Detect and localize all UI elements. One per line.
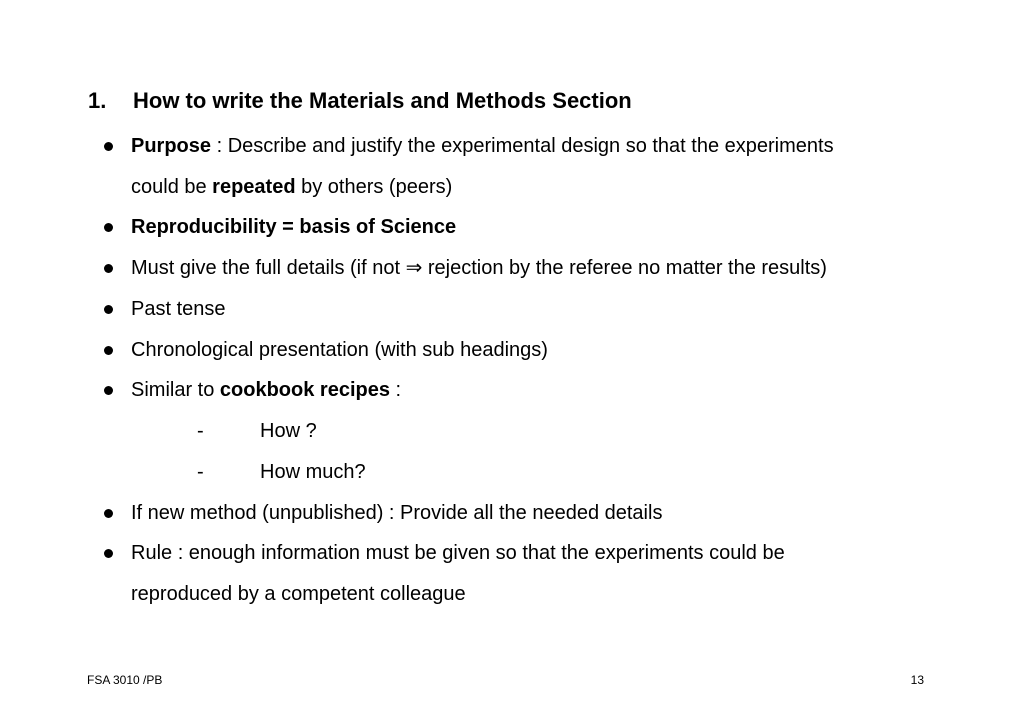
heading-title: How to write the Materials and Methods Section: [133, 88, 632, 113]
bullet-chronological: Chronological presentation (with sub headings): [131, 339, 548, 361]
bullet-dot: [104, 509, 113, 518]
bullet-rule-line1: Rule : enough information must be given so that the experiments could be: [131, 542, 785, 564]
bullet-dot: [104, 305, 113, 314]
bullet-tense: Past tense: [131, 298, 226, 320]
bullet-dot: [104, 386, 113, 395]
sub-item-how-much: How much?: [260, 461, 366, 483]
similar-bold: cookbook recipes: [219, 379, 390, 401]
sub-item-dash: -: [197, 420, 204, 442]
sub-item-how: How ?: [260, 420, 317, 442]
bullet-new-method: If new method (unpublished) : Provide all the needed details: [131, 502, 663, 524]
footer-page-number: 13: [910, 673, 924, 687]
bullet-purpose-line2: [131, 175, 452, 199]
sub-item-dash: -: [197, 461, 204, 483]
footer-course-code: FSA 3010 /PB: [87, 673, 163, 687]
purpose-bold-repeated: repeated: [212, 176, 296, 198]
purpose-text: : Describe and justify the experimental design so that the experiments: [211, 135, 834, 157]
purpose-text-c: by others (peers): [295, 176, 453, 198]
bullet-dot: [104, 142, 113, 151]
heading-number: 1.: [88, 88, 107, 113]
bullet-purpose-line1: [131, 134, 834, 158]
bullet-similar: [131, 378, 401, 402]
bullet-dot: [104, 264, 113, 273]
similar-text: Similar to: [131, 379, 220, 401]
bullet-dot: [104, 549, 113, 558]
similar-suffix: :: [389, 379, 402, 401]
bullet-details: Must give the full details (if not ⇒ rejection by the referee no matter the results): [131, 257, 827, 279]
purpose-text-b: could be: [131, 176, 213, 198]
reproducibility-text: Reproducibility = basis of Science: [131, 216, 457, 238]
bullet-dot: [104, 346, 113, 355]
purpose-label: Purpose: [131, 135, 212, 157]
bullet-dot: [104, 223, 113, 232]
bullet-rule-line2: reproduced by a competent colleague: [131, 583, 466, 605]
bullet-reproducibility: [131, 215, 456, 239]
